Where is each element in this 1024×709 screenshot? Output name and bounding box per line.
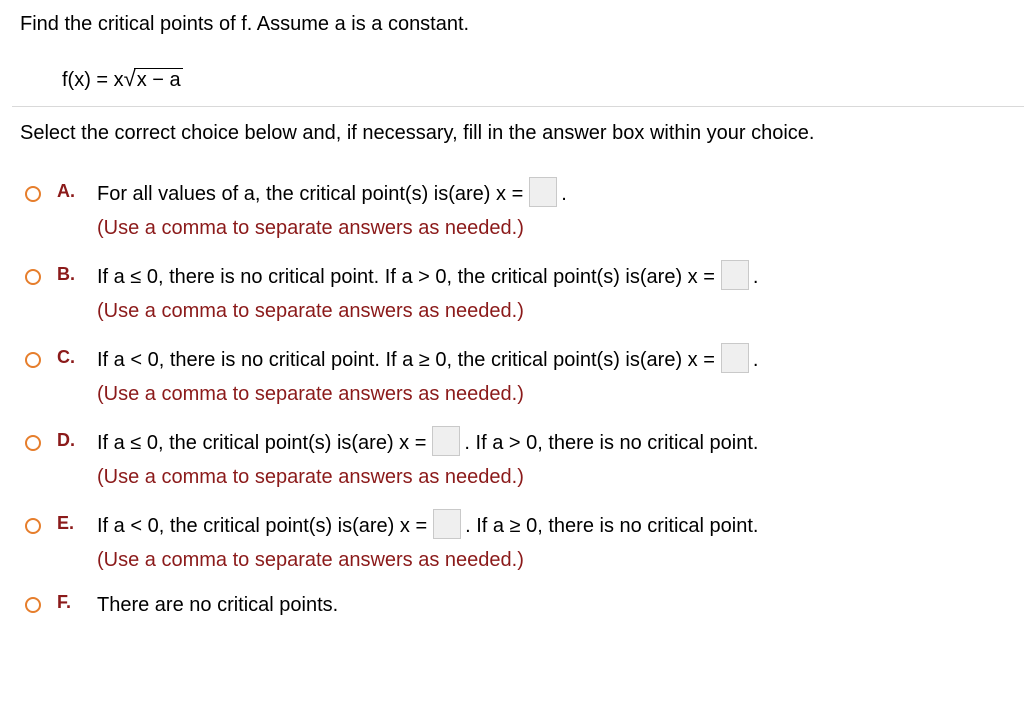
choice-a-radio[interactable] <box>25 186 41 202</box>
choice-a-text-before: For all values of a, the critical point(s) is(are) x = <box>97 183 524 205</box>
choice-c-radio[interactable] <box>25 352 41 368</box>
choice-a-letter: A. <box>57 181 75 201</box>
choice-e-answer-box[interactable] <box>433 509 461 539</box>
choice-e-text <box>97 514 758 539</box>
choice-b-text-before: If a ≤ 0, there is no critical point. If a > 0, the critical point(s) is(are) x = <box>97 266 715 288</box>
choice-d-radio[interactable] <box>25 435 41 451</box>
choice-e-text-after: . If a ≥ 0, there is no critical point. <box>465 515 759 537</box>
instruction-text: Select the correct choice below and, if necessary, fill in the answer box within your choice. <box>20 122 815 144</box>
choice-f-letter: F. <box>57 592 72 612</box>
choice-a-text-after: . <box>561 183 567 205</box>
choice-c-answer-box[interactable] <box>721 343 749 373</box>
choice-c-letter: C. <box>57 347 75 367</box>
question-text: Find the critical points of f. Assume a is a constant. <box>20 13 470 35</box>
choice-e-radio[interactable] <box>25 518 41 534</box>
choice-b-answer-box[interactable] <box>721 260 749 290</box>
square-root <box>124 68 183 92</box>
choice-a-text <box>97 182 567 207</box>
choice-d-answer-box[interactable] <box>432 426 460 456</box>
choice-d-text-before: If a ≤ 0, the critical point(s) is(are) x = <box>97 432 427 454</box>
choice-c-text <box>97 348 758 373</box>
choice-e-letter: E. <box>57 513 75 533</box>
formula-radicand: x − a <box>134 68 183 91</box>
choice-d-letter: D. <box>57 430 75 450</box>
choice-b-letter: B. <box>57 264 75 284</box>
choice-a-answer-box[interactable] <box>529 177 557 207</box>
choice-b-hint: (Use a comma to separate answers as needed.) <box>97 300 524 322</box>
choice-c-text-after: . <box>752 349 759 371</box>
choice-b-radio[interactable] <box>25 269 41 285</box>
formula-lhs: f(x) = x <box>62 69 124 91</box>
choice-d-text <box>97 431 758 456</box>
choice-d-text-after: . If a > 0, there is no critical point. <box>464 432 759 454</box>
divider <box>12 106 1024 107</box>
choice-f-text: There are no critical points. <box>97 594 339 616</box>
choice-f-radio[interactable] <box>25 597 41 613</box>
function-formula <box>62 68 183 92</box>
choice-a-hint: (Use a comma to separate answers as needed.) <box>97 217 524 239</box>
choice-e-text-before: If a < 0, the critical point(s) is(are) x = <box>97 515 428 537</box>
choice-b-text <box>97 265 758 290</box>
choice-c-text-before: If a < 0, there is no critical point. If a ≥ 0, the critical point(s) is(are) x = <box>97 349 715 371</box>
choice-d-hint: (Use a comma to separate answers as needed.) <box>97 466 524 488</box>
choice-b-text-after: . <box>752 266 759 288</box>
choice-e-hint: (Use a comma to separate answers as needed.) <box>97 549 524 571</box>
radical-sign: √ <box>123 66 136 91</box>
choice-c-hint: (Use a comma to separate answers as needed.) <box>97 383 524 405</box>
